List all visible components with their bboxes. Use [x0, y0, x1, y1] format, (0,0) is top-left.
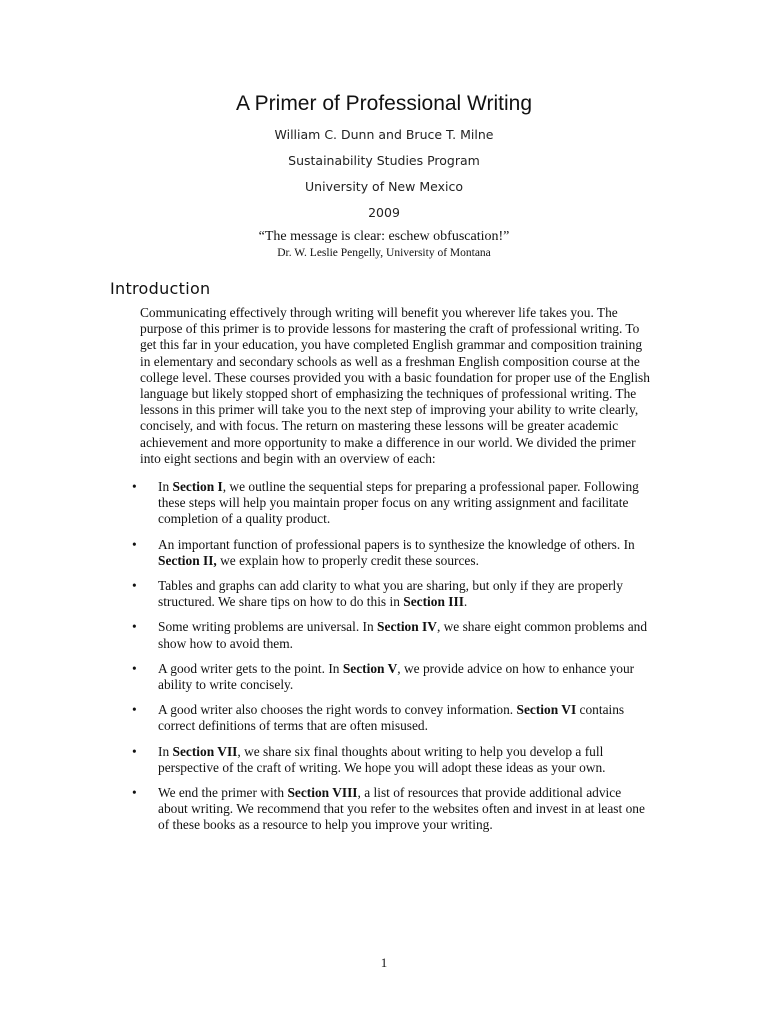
section-heading-introduction: Introduction: [110, 279, 211, 298]
bullet-icon: •: [132, 743, 137, 759]
bullet-icon: •: [132, 479, 137, 494]
page-number: 1: [380, 955, 388, 970]
section-ref: Section III: [403, 594, 464, 610]
epigraph-attribution: Dr. W. Leslie Pengelly, University of Montana: [277, 247, 491, 259]
year: 2009: [368, 205, 400, 220]
bullet-icon: •: [132, 785, 137, 801]
section-ref: Section VI: [516, 702, 577, 718]
bullet-icon: •: [132, 702, 137, 718]
list-item: • In Section I, we outline the sequential steps for preparing a professional paper. Following these steps will help you maintain proper focus on any writing assignment and facilitate completion of a quality product.: [132, 479, 639, 527]
section-ref: Section VIII: [287, 785, 358, 801]
bullet-icon: •: [132, 660, 137, 676]
bullet-icon: •: [132, 536, 137, 552]
introduction-paragraph: Communicating effectively through writing will benefit you wherever life takes you. The purpose of this primer is to provide lessons for mastering the craft of professional writing. To get this far in your education, you have completed English grammar and composition training in elementary and secondary schools as well as a freshman English composition course at the college level. These courses provided you with a basic foundation for proper use of the English language but likely stopped short of emphasizing the techniques of professional writing. The lessons in this primer will take you to the next step of improving your ability to write clearly, concisely, and with focus. The return on mastering these lessons will be greater academic achievement and more opportunity to make a difference in our world. We divided the primer into eight sections and begin with an overview of each:: [140, 305, 650, 466]
epigraph-quote: “The message is clear: eschew obfuscation!”: [258, 229, 510, 244]
list-item: • Tables and graphs can add clarity to what you are sharing, but only if they are properly structured. We share tips on how to do this in Section III.: [132, 578, 623, 610]
list-item: • We end the primer with Section VIII, a list of resources that provide additional advice about writing. We recommend that you refer to the websites often and invest in at least one of these books as a resource to help you improve your writing.: [132, 785, 645, 833]
program: Sustainability Studies Program: [288, 153, 480, 168]
section-ref: Section II,: [158, 552, 217, 568]
bullet-icon: •: [132, 619, 137, 635]
bullet-icon: •: [132, 578, 137, 594]
section-ref: Section I: [172, 479, 223, 494]
list-item: • A good writer also chooses the right words to convey information. Section VI contains correct definitions of terms that are often misused.: [132, 702, 625, 734]
document-title: A Primer of Professional Writing: [235, 92, 533, 115]
list-item: • Some writing problems are universal. In Section IV, we share eight common problems and show how to avoid them.: [132, 619, 648, 651]
section-overview-list: [130, 479, 654, 843]
list-item: • In Section VII, we share six final thoughts about writing to help you develop a full perspective of the craft of writing. We hope you will adopt these ideas as your own.: [132, 743, 606, 775]
university: University of New Mexico: [305, 179, 463, 194]
authors: William C. Dunn and Bruce T. Milne: [274, 127, 494, 142]
section-ref: Section IV: [377, 619, 437, 635]
section-ref: Section V: [342, 660, 398, 676]
section-ref: Section VII: [172, 743, 238, 759]
list-item: • A good writer gets to the point. In Section V, we provide advice on how to enhance your ability to write concisely.: [132, 660, 635, 693]
list-item: • An important function of professional papers is to synthesize the knowledge of others. In Section II, we explain how to properly credit these sources.: [132, 536, 635, 568]
